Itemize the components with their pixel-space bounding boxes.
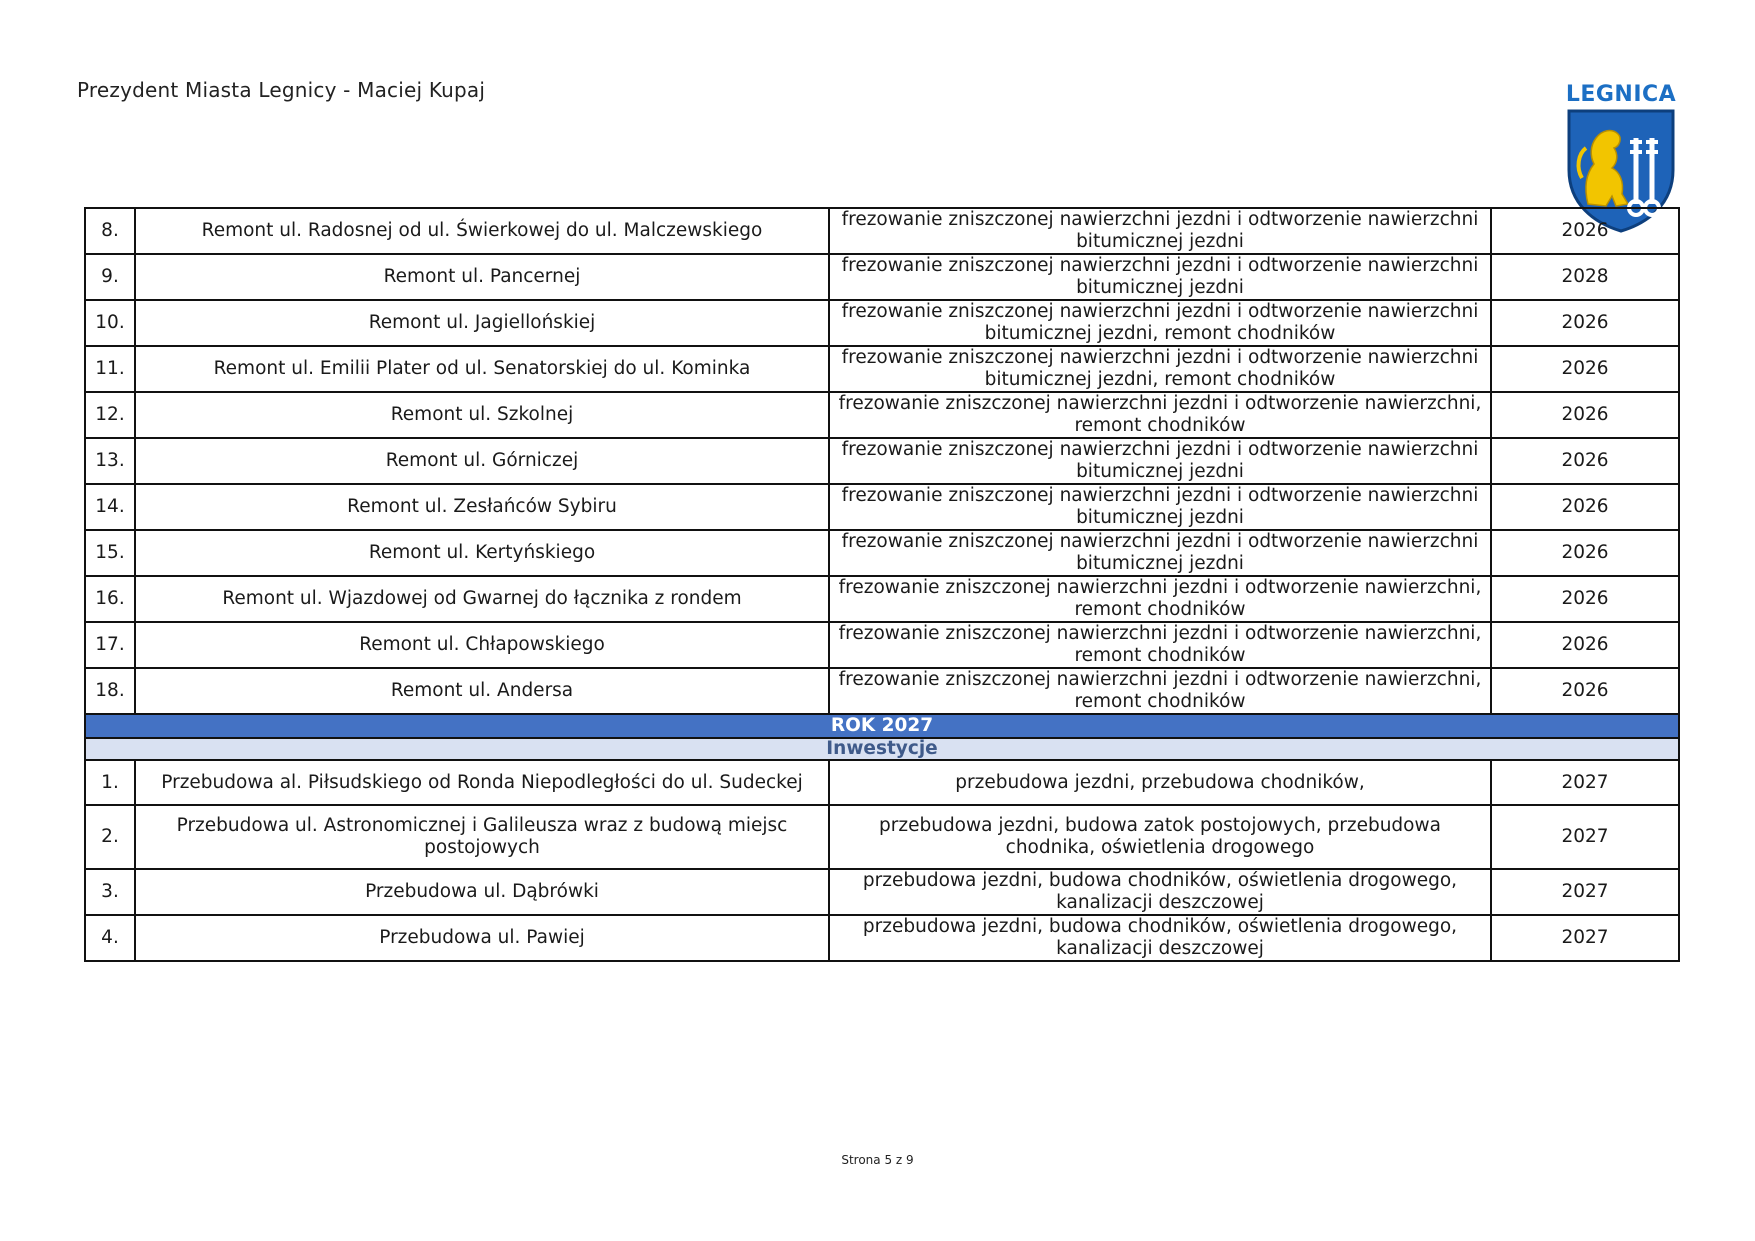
row-year: 2026 — [1491, 622, 1679, 668]
logo-wordmark: LEGNICA — [1565, 82, 1677, 107]
row-description — [829, 869, 1491, 915]
row-description — [829, 576, 1491, 622]
row-description-text: frezowanie zniszczonej nawierzchni jezdni i odtworzenie nawierzchni bitumicznej jezdni — [841, 439, 1479, 482]
row-description-text: frezowanie zniszczonej nawierzchni jezdni i odtworzenie nawierzchni, remont chodników — [838, 393, 1482, 436]
row-year: 2026 — [1491, 300, 1679, 346]
row-number: 11. — [85, 346, 135, 392]
investment-table — [84, 207, 1680, 962]
row-description — [829, 530, 1491, 576]
table-row — [85, 576, 1679, 622]
row-number: 8. — [85, 208, 135, 254]
section-category: Inwestycje — [85, 738, 1679, 760]
table-row — [85, 869, 1679, 915]
row-description-text: frezowanie zniszczonej nawierzchni jezdni i odtworzenie nawierzchni bitumicznej jezdni — [841, 255, 1479, 298]
table-row — [85, 668, 1679, 714]
section-year: ROK 2027 — [85, 714, 1679, 738]
row-year: 2026 — [1491, 438, 1679, 484]
row-description-text: frezowanie zniszczonej nawierzchni jezdni i odtworzenie nawierzchni, remont chodników — [838, 577, 1482, 620]
row-description-text: przebudowa jezdni, budowa chodników, oświetlenia drogowego, kanalizacji deszczowej — [862, 916, 1458, 959]
row-description — [829, 254, 1491, 300]
row-year: 2026 — [1491, 208, 1679, 254]
table-row — [85, 530, 1679, 576]
page-number: Strona 5 z 9 — [841, 1153, 914, 1167]
row-number: 4. — [85, 915, 135, 961]
row-year: 2027 — [1491, 805, 1679, 869]
row-number: 16. — [85, 576, 135, 622]
row-description — [829, 208, 1491, 254]
row-task-name: Remont ul. Chłapowskiego — [135, 622, 829, 668]
row-description — [829, 392, 1491, 438]
row-number: 9. — [85, 254, 135, 300]
row-year: 2026 — [1491, 576, 1679, 622]
row-number: 10. — [85, 300, 135, 346]
row-description-text: frezowanie zniszczonej nawierzchni jezdni i odtworzenie nawierzchni bitumicznej jezdni — [841, 531, 1479, 574]
row-year: 2026 — [1491, 668, 1679, 714]
row-task-name: Przebudowa ul. Astronomicznej i Galileusza wraz z budową miejsc postojowych — [135, 805, 829, 869]
row-task-name: Przebudowa ul. Pawiej — [135, 915, 829, 961]
row-description — [829, 300, 1491, 346]
row-description — [829, 805, 1491, 869]
table-row — [85, 300, 1679, 346]
table-row — [85, 438, 1679, 484]
row-number: 18. — [85, 668, 135, 714]
section-year-row — [85, 714, 1679, 738]
row-description — [829, 346, 1491, 392]
row-description-text: przebudowa jezdni, przebudowa chodników, — [955, 771, 1365, 793]
row-year: 2026 — [1491, 392, 1679, 438]
table-row — [85, 484, 1679, 530]
section-category-row — [85, 738, 1679, 760]
row-description — [829, 484, 1491, 530]
row-task-name: Remont ul. Pancernej — [135, 254, 829, 300]
row-year: 2026 — [1491, 346, 1679, 392]
row-number: 13. — [85, 438, 135, 484]
row-number: 2. — [85, 805, 135, 869]
row-task-name: Remont ul. Jagiellońskiej — [135, 300, 829, 346]
row-task-name: Przebudowa al. Piłsudskiego od Ronda Niepodległości do ul. Sudeckej — [135, 760, 829, 805]
page-header-title: Prezydent Miasta Legnicy - Maciej Kupaj — [77, 78, 486, 102]
row-task-name: Remont ul. Górniczej — [135, 438, 829, 484]
row-year: 2026 — [1491, 530, 1679, 576]
table-row — [85, 346, 1679, 392]
row-year: 2027 — [1491, 869, 1679, 915]
row-task-name: Remont ul. Kertyńskiego — [135, 530, 829, 576]
row-task-name: Remont ul. Wjazdowej od Gwarnej do łącznika z rondem — [135, 576, 829, 622]
row-description-text: przebudowa jezdni, budowa zatok postojowych, przebudowa chodnika, oświetlenia drogowego — [879, 815, 1441, 858]
row-task-name: Remont ul. Emilii Plater od ul. Senatorskiej do ul. Kominka — [135, 346, 829, 392]
row-number: 15. — [85, 530, 135, 576]
row-description — [829, 668, 1491, 714]
table-row — [85, 392, 1679, 438]
row-description-text: frezowanie zniszczonej nawierzchni jezdni i odtworzenie nawierzchni, remont chodników — [838, 623, 1482, 666]
row-description-text: frezowanie zniszczonej nawierzchni jezdni i odtworzenie nawierzchni bitumicznej jezdni, remont chodników — [841, 301, 1479, 344]
row-year: 2028 — [1491, 254, 1679, 300]
row-description-text: frezowanie zniszczonej nawierzchni jezdni i odtworzenie nawierzchni, remont chodników — [838, 669, 1482, 712]
row-number: 1. — [85, 760, 135, 805]
row-task-name: Przebudowa ul. Dąbrówki — [135, 869, 829, 915]
row-description-text: frezowanie zniszczonej nawierzchni jezdni i odtworzenie nawierzchni bitumicznej jezdni — [841, 485, 1479, 528]
table-row — [85, 622, 1679, 668]
table-row — [85, 805, 1679, 869]
row-number: 3. — [85, 869, 135, 915]
row-year: 2027 — [1491, 760, 1679, 805]
table-row — [85, 254, 1679, 300]
table-row — [85, 760, 1679, 805]
row-number: 17. — [85, 622, 135, 668]
row-task-name: Remont ul. Szkolnej — [135, 392, 829, 438]
row-description — [829, 760, 1491, 805]
row-number: 14. — [85, 484, 135, 530]
row-description — [829, 622, 1491, 668]
row-description-text: frezowanie zniszczonej nawierzchni jezdni i odtworzenie nawierzchni bitumicznej jezdni, remont chodników — [841, 347, 1479, 390]
row-number: 12. — [85, 392, 135, 438]
row-year: 2027 — [1491, 915, 1679, 961]
row-description — [829, 915, 1491, 961]
row-description-text: przebudowa jezdni, budowa chodników, oświetlenia drogowego, kanalizacji deszczowej — [862, 870, 1458, 913]
row-description-text: frezowanie zniszczonej nawierzchni jezdni i odtworzenie nawierzchni bitumicznej jezdni — [841, 209, 1479, 252]
row-task-name: Remont ul. Radosnej od ul. Świerkowej do ul. Malczewskiego — [135, 208, 829, 254]
table-row — [85, 915, 1679, 961]
table-row — [85, 208, 1679, 254]
row-year: 2026 — [1491, 484, 1679, 530]
row-description — [829, 438, 1491, 484]
row-task-name: Remont ul. Andersa — [135, 668, 829, 714]
row-task-name: Remont ul. Zesłańców Sybiru — [135, 484, 829, 530]
